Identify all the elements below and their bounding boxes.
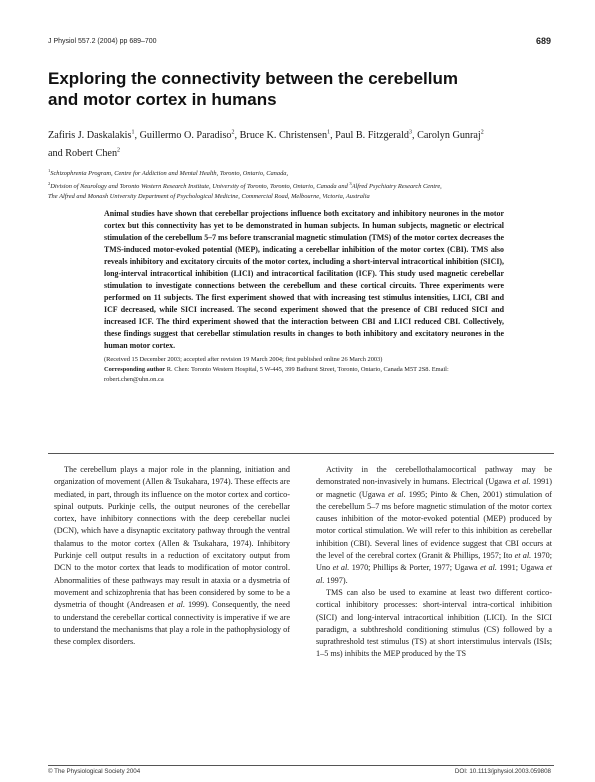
corresponding-label: Corresponding author [104,366,166,373]
doi: DOI: 10.1113/jphysiol.2003.059808 [454,768,551,775]
body-paragraph [316,464,552,587]
text-segment: The cerebellum plays a major role in the planning, initiation and organization of movement (Allen & Tsukahara, 1974). These effects are mediated, in part, through its influence on the motor cortex and cortico-spinal outputs. Purkinje cells, the output neurones of the cerebellar cortex, have inhibitory connections with the deep cerebellar nuclei (DCN), which have a disynaptic excitatory pathway through the ventral thalamus to the motor cortex (Allen & Tsukahara, 1974). Inhibitory Purkinje cell output results in a reduction of excitatory output from DCN to the motor cortex that leads to modification of motor control. Abnormalities of these pathways may result in ataxia or a dysmetria of movement and schizophrenia that has been considered by some to be a dysmetria of thought (Andreasen [54,465,290,610]
citation-etal: et al. [513,477,531,487]
corresponding-details: R. Chen: Toronto Western Hospital, 5 W-445, 399 Bathurst Street, Toronto, Ontario, Canada M5T 2S8. Email: robert.chen@uhn.on.ca [104,366,449,383]
affiliation-line: The Alfred and Monash University Department of Psychological Medicine, Commercial Road, Melbourne, Victoria, Australia [48,193,370,201]
citation-etal: et al. [332,563,350,573]
citation-etal: et al. [514,551,532,561]
author: Zafiris J. Daskalakis$^1$, [48,130,140,142]
author-list [48,126,558,161]
corresponding-author [104,365,504,385]
text-segment: 1991; Ugawa [496,563,547,573]
text-segment: 1970; Phillips & Porter, 1977; Ugawa [349,563,481,573]
title-line-1: Exploring the connectivity between the cerebellum [48,69,458,88]
body-paragraph: TMS can also be used to examine at least two different cortico-cortical inhibitory processes: short-interval intra-cortical inhibition (SICI) and long-interval intracortical inhibition (LICI). In the SICI paradigm, a subthreshold conditioning stimulus (CS) followed by a suprathreshold test stimulus (TS) at short interstimulus intervals (ISIs; 1–5 ms) inhibits the MEP produced by the TS [316,587,552,659]
body-column-right [316,464,552,661]
text-segment: 1999). Consequently, the need to understand the cerebellar cortical connectivity is imperative if we are to understand the mechanisms that play a role in the pathophysiology of these complex disorders. [54,600,290,647]
body-column-left [54,464,290,648]
author: Bruce K. Christensen$^1$, [239,130,336,142]
received-dates: (Received 15 December 2003; accepted after revision 19 March 2004; first published online 26 March 2003) [104,356,383,363]
author: Guillermo O. Paradiso$^2$, [139,130,240,142]
page-number: 689 [535,36,551,46]
affiliation-line: $^2$Division of Neurology and Toronto Western Research Institute, University of Toronto, Toronto, Ontario, Canada and $^3$Alfred Psychiatry Research Centre, [48,181,442,191]
copyright-notice: © The Physiological Society 2004 [48,768,141,775]
citation-etal: et al. [167,600,185,610]
affiliation-line: $^1$Schizophrenia Program, Centre for Addiction and Mental Health, Toronto, Ontario, Canada, [48,168,289,178]
body-paragraph [54,464,290,648]
text-segment: 1991) or magnetic (Ugawa [316,477,552,499]
text-segment: Activity in the cerebellothalamocortical pathway may be demonstrated non-invasively in humans. Electrical (Ugawa [316,465,552,487]
author: and Robert Chen$^2$ [48,147,121,159]
abstract-text: Animal studies have shown that cerebellar projections influence both excitatory and inhibitory neurones in the motor cortex but this connectivity has yet to be demonstrated in human subjects. In human subjects, magnetic or electrical stimulation of the cerebellum 5–7 ms before transcranial magnetic stimulation (TMS) of the motor cortex decreases the TMS-induced motor-evoked potential (MEP), indicating a cerebellar inhibition of the motor cortex (CBI). TMS also reveals inhibitory and excitatory circuits of the motor cortex, including a short-interval intracortical inhibition (SICI), long-interval intracortical inhibition (LICI) and intracortical facilitation (ICF). This study used magnetic cerebellar stimulation to investigate connections between the cerebellum and these cortical circuits. Three experiments were performed on 11 subjects. The first experiment showed that with increasing test stimulus intensities, LICI, CBI and ICF decreased, while SICI increased. The second experiment showed that the presence of CBI reduced SICI and increased ICF. The third experiment showed that the interaction between CBI and LICI reduced CBI. Collectively, these findings suggest that cerebellar stimulation results in changes to both inhibitory and excitatory neurones in the human motor cortex. [104,209,505,350]
author: Carolyn Gunraj$^2$ [417,130,484,142]
section-divider [48,453,554,454]
text-segment: 1997). [324,575,348,585]
abstract [104,208,504,385]
footer-divider [48,765,554,766]
citation-etal: et al. [316,563,553,585]
running-head: J Physiol 557.2 (2004) pp 689–700 [48,38,157,45]
text-segment: 1995; Pinto & Chen, 2001) stimulation of the cerebellum 5–7 ms before magnetic stimulation of the motor cortex causes inhibition of the motor-evoked potential (MEP) produced by motor cortical stimulation. We will refer to this inhibition as cerebellar inhibition (CBI). Several lines of evidence suggest that CBI occurs at the level of the cerebral cortex (Granit & Phillips, 1957; Ito [316,489,552,561]
text-segment: 1970; Uno [316,551,552,573]
author: Paul B. Fitzgerald$^3$, [335,130,418,142]
title-line-2: and motor cortex in humans [48,90,277,109]
citation-etal: et al. [480,563,497,573]
affiliations [48,166,568,202]
article-title [48,68,528,110]
citation-etal: et al. [388,489,406,499]
